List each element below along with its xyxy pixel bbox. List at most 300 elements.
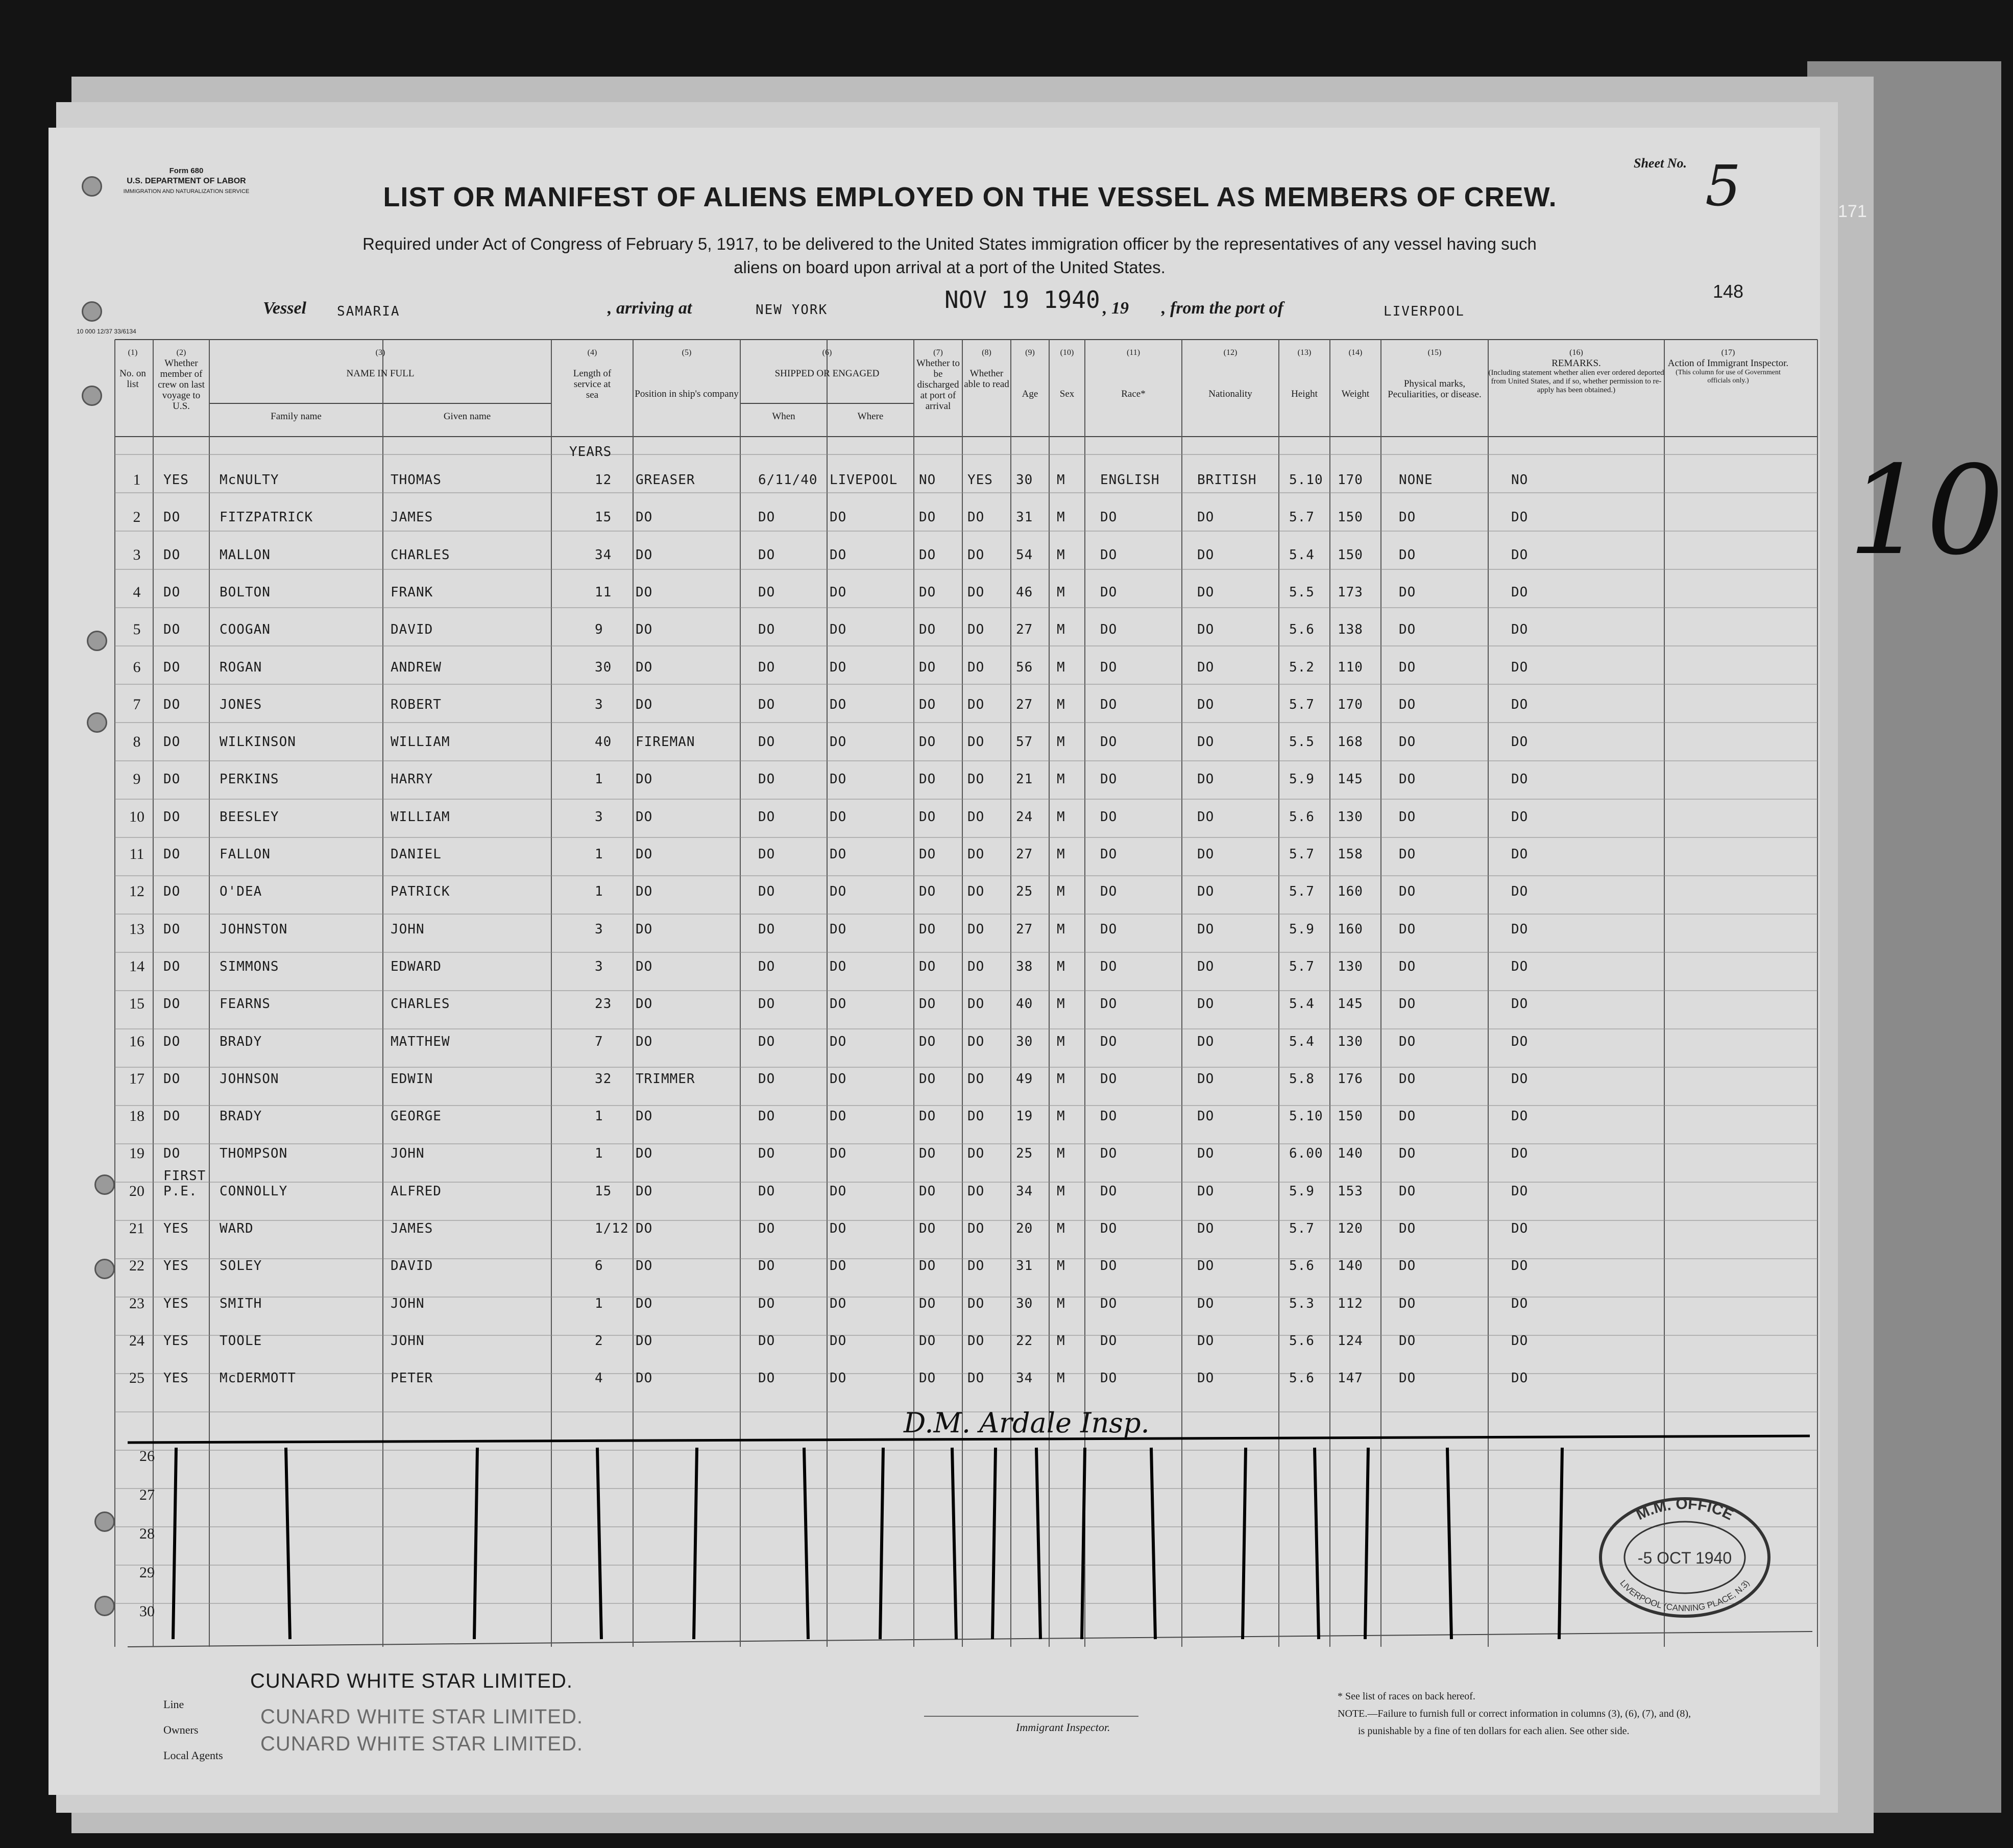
row-number: 6 <box>133 658 141 676</box>
cell-remarks: DO <box>1511 772 1529 787</box>
cell-weight: 120 <box>1338 1221 1363 1236</box>
cell-nat: DO <box>1197 1371 1215 1386</box>
cell-prev: FIRST P.E. <box>163 1168 206 1199</box>
footer-note <box>1338 1688 1797 1740</box>
cell-prev: DO <box>163 847 181 862</box>
cell-prev: DO <box>163 996 181 1012</box>
cell-read: DO <box>967 1221 985 1236</box>
cell-read: DO <box>967 1146 985 1162</box>
col-label: Action of Immigrant Inspector. <box>1667 358 1789 369</box>
cell-family: McDERMOTT <box>220 1371 296 1386</box>
cell-where: DO <box>830 1221 847 1236</box>
cell-age: 30 <box>1016 1034 1033 1049</box>
cell-sex: M <box>1057 884 1065 900</box>
cell-disch: DO <box>919 1034 936 1049</box>
cell-marks: DO <box>1399 958 1416 974</box>
col-header-age <box>1011 347 1049 399</box>
cell-sex: M <box>1057 847 1065 862</box>
cell-read: DO <box>967 734 985 750</box>
cell-marks: DO <box>1399 510 1416 525</box>
cell-prev: DO <box>163 734 181 750</box>
cell-read: DO <box>967 1071 985 1087</box>
cancel-stroke <box>1447 1448 1451 1639</box>
cell-age: 27 <box>1016 847 1033 862</box>
cell-marks: DO <box>1399 1071 1416 1087</box>
cell-race: DO <box>1100 584 1118 600</box>
col-header-member <box>153 347 209 412</box>
cell-given: ROBERT <box>391 697 442 712</box>
col-label: Whether able to read <box>964 368 1009 390</box>
row-number: 22 <box>129 1257 144 1275</box>
cell-height: 5.7 <box>1289 847 1315 862</box>
cell-height: 5.9 <box>1289 1183 1315 1199</box>
cell-family: SOLEY <box>220 1258 262 1274</box>
cell-age: 54 <box>1016 547 1033 563</box>
col-header-given: Given name <box>443 411 491 422</box>
row-number: 30 <box>139 1603 155 1620</box>
cell-when: 6/11/40 <box>758 472 818 488</box>
cell-service: 32 <box>595 1071 612 1087</box>
cell-read: DO <box>967 772 985 787</box>
years-label: YEARS <box>569 444 612 460</box>
cell-position: DO <box>636 584 653 600</box>
cell-service: 11 <box>595 584 612 600</box>
stamp-date: -5 OCT 1940 <box>1637 1549 1732 1567</box>
cell-disch: DO <box>919 622 936 638</box>
cell-given: ALFRED <box>391 1183 442 1199</box>
cell-prev: YES <box>163 1295 189 1311</box>
cell-sex: M <box>1057 1295 1065 1311</box>
cell-service: 3 <box>595 958 603 974</box>
cell-given: JOHN <box>391 1295 425 1311</box>
row-number: 25 <box>129 1370 144 1387</box>
col-header-where: Where <box>857 411 884 422</box>
cell-read: DO <box>967 996 985 1012</box>
inspector-signature: D.M. Ardale Insp. <box>904 1407 1150 1439</box>
cell-given: DAVID <box>391 1258 433 1274</box>
cell-marks: DO <box>1399 697 1416 712</box>
cell-given: THOMAS <box>391 472 442 488</box>
cell-sex: M <box>1057 772 1065 787</box>
cell-family: McNULTY <box>220 472 279 488</box>
cell-family: SIMMONS <box>220 958 279 974</box>
cell-disch: DO <box>919 884 936 900</box>
cancel-stroke <box>286 1448 290 1639</box>
inspector-label: Immigrant Inspector. <box>1016 1721 1110 1734</box>
cell-remarks: DO <box>1511 1109 1529 1124</box>
cell-family: THOMPSON <box>220 1146 288 1162</box>
cell-height: 5.6 <box>1289 809 1315 825</box>
cell-prev: YES <box>163 1333 189 1349</box>
cell-race: DO <box>1100 697 1118 712</box>
row-number: 24 <box>129 1332 144 1349</box>
cell-race: ENGLISH <box>1100 472 1160 488</box>
cell-race: DO <box>1100 921 1118 937</box>
row-number: 12 <box>129 883 144 900</box>
cell-weight: 170 <box>1338 697 1363 712</box>
cell-marks: NONE <box>1399 472 1433 488</box>
cell-race: DO <box>1100 622 1118 638</box>
cell-when: DO <box>758 847 775 862</box>
cancel-stroke <box>880 1448 883 1639</box>
cancel-stroke <box>597 1448 601 1639</box>
page-title: LIST OR MANIFEST OF ALIENS EMPLOYED ON THE VESSEL AS MEMBERS OF CREW. <box>383 182 1557 212</box>
cell-age: 49 <box>1016 1071 1033 1087</box>
cell-when: DO <box>758 1295 775 1311</box>
cell-prev: DO <box>163 659 181 675</box>
cell-position: DO <box>636 847 653 862</box>
cell-weight: 140 <box>1338 1258 1363 1274</box>
cell-nat: DO <box>1197 1109 1215 1124</box>
cell-race: DO <box>1100 809 1118 825</box>
cell-sex: M <box>1057 510 1065 525</box>
cell-race: DO <box>1100 1071 1118 1087</box>
cell-when: DO <box>758 921 775 937</box>
cell-position: DO <box>636 958 653 974</box>
cell-race: DO <box>1100 547 1118 563</box>
cell-service: 15 <box>595 510 612 525</box>
cell-sex: M <box>1057 1371 1065 1386</box>
cell-read: DO <box>967 1371 985 1386</box>
cell-marks: DO <box>1399 884 1416 900</box>
cell-remarks: DO <box>1511 622 1529 638</box>
cell-nat: DO <box>1197 958 1215 974</box>
cell-disch: DO <box>919 1295 936 1311</box>
cell-when: DO <box>758 958 775 974</box>
cell-race: DO <box>1100 958 1118 974</box>
cell-given: JOHN <box>391 1333 425 1349</box>
cell-marks: DO <box>1399 734 1416 750</box>
cell-age: 34 <box>1016 1371 1033 1386</box>
cell-weight: 145 <box>1338 996 1363 1012</box>
col-sublabel: (Including statement whether alien ever ordered deported from United States, and if so, whether permission to re-apply has been obtained.) <box>1488 369 1664 394</box>
cell-remarks: DO <box>1511 1371 1529 1386</box>
cell-family: COOGAN <box>220 622 271 638</box>
cell-read: DO <box>967 510 985 525</box>
col-header-no <box>115 347 151 390</box>
cell-where: DO <box>830 1034 847 1049</box>
row-number: 3 <box>133 546 141 563</box>
cell-position: DO <box>636 622 653 638</box>
cell-remarks: DO <box>1511 958 1529 974</box>
cell-given: ANDREW <box>391 659 442 675</box>
cell-family: CONNOLLY <box>220 1183 288 1199</box>
cell-sex: M <box>1057 1146 1065 1162</box>
cell-service: 4 <box>595 1371 603 1386</box>
cell-family: SMITH <box>220 1295 262 1311</box>
row-number: 9 <box>133 771 141 788</box>
cell-race: DO <box>1100 1258 1118 1274</box>
cell-marks: DO <box>1399 1034 1416 1049</box>
cell-family: MALLON <box>220 547 271 563</box>
cell-nat: DO <box>1197 1183 1215 1199</box>
col-num: (7) <box>933 348 943 357</box>
cell-marks: DO <box>1399 1221 1416 1236</box>
cancel-stroke <box>1365 1448 1368 1639</box>
cell-disch: DO <box>919 1109 936 1124</box>
cell-read: DO <box>967 1109 985 1124</box>
service-name: IMMIGRATION AND NATURALIZATION SERVICE <box>123 188 250 195</box>
cell-given: EDWIN <box>391 1071 433 1087</box>
cell-position: DO <box>636 1146 653 1162</box>
cell-family: WARD <box>220 1221 254 1236</box>
cell-disch: NO <box>919 472 936 488</box>
cell-nat: DO <box>1197 1034 1215 1049</box>
cell-prev: DO <box>163 622 181 638</box>
vessel-label: Vessel <box>263 299 306 318</box>
cell-given: PATRICK <box>391 884 450 900</box>
cell-where: DO <box>830 1109 847 1124</box>
cell-given: WILLIAM <box>391 809 450 825</box>
cell-nat: DO <box>1197 847 1215 862</box>
col-label: Age <box>1022 389 1038 399</box>
cell-race: DO <box>1100 1333 1118 1349</box>
from-label: , from the port of <box>1161 299 1283 318</box>
cell-read: DO <box>967 809 985 825</box>
cell-weight: 176 <box>1338 1071 1363 1087</box>
cancel-stroke <box>1559 1448 1562 1639</box>
col-header-nationality <box>1182 347 1279 399</box>
cell-weight: 130 <box>1338 1034 1363 1049</box>
cell-disch: DO <box>919 1221 936 1236</box>
cell-family: FALLON <box>220 847 271 862</box>
cell-when: DO <box>758 734 775 750</box>
cell-sex: M <box>1057 1071 1065 1087</box>
cell-height: 5.9 <box>1289 772 1315 787</box>
cell-marks: DO <box>1399 659 1416 675</box>
cell-remarks: DO <box>1511 734 1529 750</box>
col-header-physical <box>1381 347 1488 400</box>
cell-marks: DO <box>1399 1333 1416 1349</box>
cell-position: DO <box>636 1221 653 1236</box>
cell-read: DO <box>967 847 985 862</box>
arrival-date: NOV 19 1940 <box>944 286 1100 314</box>
cell-service: 3 <box>595 809 603 825</box>
col-header-position <box>633 347 740 399</box>
col-header-weight <box>1330 347 1381 399</box>
row-number: 20 <box>129 1182 144 1199</box>
cell-family: ROGAN <box>220 659 262 675</box>
cell-disch: DO <box>919 510 936 525</box>
cell-sex: M <box>1057 1183 1065 1199</box>
col-label: Sex <box>1059 389 1075 399</box>
cell-race: DO <box>1100 1221 1118 1236</box>
col-header-when: When <box>772 411 795 422</box>
row-number: 8 <box>133 733 141 751</box>
cell-position: DO <box>636 547 653 563</box>
agents-label: Local Agents <box>163 1749 223 1762</box>
cell-where: DO <box>830 1071 847 1087</box>
cell-position: DO <box>636 659 653 675</box>
cell-when: DO <box>758 1221 775 1236</box>
cell-when: DO <box>758 1109 775 1124</box>
cell-service: 1 <box>595 1109 603 1124</box>
department: U.S. DEPARTMENT OF LABOR <box>127 177 246 185</box>
cell-family: TOOLE <box>220 1333 262 1349</box>
cell-remarks: DO <box>1511 1221 1529 1236</box>
col-num: (6) <box>822 348 832 357</box>
cell-weight: 170 <box>1338 472 1363 488</box>
col-header-read <box>962 347 1011 390</box>
col-header-shipped <box>740 347 914 379</box>
cancel-stroke <box>173 1448 176 1639</box>
cell-given: EDWARD <box>391 958 442 974</box>
col-header-inspector <box>1664 347 1792 385</box>
cell-race: DO <box>1100 659 1118 675</box>
cell-family: JOHNSTON <box>220 921 288 937</box>
cell-when: DO <box>758 1371 775 1386</box>
cell-remarks: NO <box>1511 472 1529 488</box>
cell-age: 27 <box>1016 622 1033 638</box>
row-number: 14 <box>129 957 144 975</box>
col-header-discharged <box>914 347 962 412</box>
note-fine: is punishable by a fine of ten dollars for each alien. See other side. <box>1358 1725 1630 1737</box>
cell-nat: DO <box>1197 884 1215 900</box>
cell-prev: DO <box>163 547 181 563</box>
cell-prev: DO <box>163 1109 181 1124</box>
cell-nat: DO <box>1197 1071 1215 1087</box>
cell-where: DO <box>830 659 847 675</box>
cell-remarks: DO <box>1511 1295 1529 1311</box>
cell-service: 1 <box>595 1295 603 1311</box>
margin-number: 171 <box>1838 202 1867 221</box>
col-label: Length of service at sea <box>573 368 612 400</box>
cell-where: DO <box>830 772 847 787</box>
cell-disch: DO <box>919 772 936 787</box>
cell-position: DO <box>636 1295 653 1311</box>
cell-age: 40 <box>1016 996 1033 1012</box>
cell-where: DO <box>830 809 847 825</box>
cell-when: DO <box>758 884 775 900</box>
col-label: Nationality <box>1208 389 1252 399</box>
cell-family: O'DEA <box>220 884 262 900</box>
arriving-label: , arriving at <box>608 299 692 318</box>
cell-height: 5.10 <box>1289 472 1323 488</box>
cell-service: 1 <box>595 772 603 787</box>
cell-prev: YES <box>163 1371 189 1386</box>
cell-remarks: DO <box>1511 1258 1529 1274</box>
owners-value: CUNARD WHITE STAR LIMITED. <box>260 1706 583 1728</box>
cell-marks: DO <box>1399 847 1416 862</box>
cell-given: CHARLES <box>391 996 450 1012</box>
row-number: 15 <box>129 995 144 1013</box>
cell-race: DO <box>1100 884 1118 900</box>
cell-weight: 150 <box>1338 510 1363 525</box>
cell-height: 5.7 <box>1289 958 1315 974</box>
cell-disch: DO <box>919 1183 936 1199</box>
cell-race: DO <box>1100 1371 1118 1386</box>
cell-family: JOHNSON <box>220 1071 279 1087</box>
cell-disch: DO <box>919 584 936 600</box>
cell-remarks: DO <box>1511 697 1529 712</box>
cell-age: 24 <box>1016 809 1033 825</box>
subtitle-line1: Required under Act of Congress of February 5, 1917, to be delivered to the United States immigration officer by the representatives of any vessel having such <box>362 234 1537 253</box>
cell-position: DO <box>636 1371 653 1386</box>
cell-where: DO <box>830 1371 847 1386</box>
cell-position: DO <box>636 996 653 1012</box>
cell-prev: DO <box>163 1146 181 1162</box>
cell-remarks: DO <box>1511 1333 1529 1349</box>
col-label: Height <box>1291 389 1318 399</box>
cell-nat: DO <box>1197 772 1215 787</box>
cell-service: 30 <box>595 659 612 675</box>
cell-height: 5.4 <box>1289 1034 1315 1049</box>
cell-weight: 160 <box>1338 921 1363 937</box>
cell-given: HARRY <box>391 772 433 787</box>
col-num: (2) <box>176 348 186 357</box>
margin-handwritten-number: 10 <box>1848 439 2004 582</box>
cell-disch: DO <box>919 547 936 563</box>
row-number: 29 <box>139 1564 155 1581</box>
cell-sex: M <box>1057 958 1065 974</box>
col-num: (14) <box>1348 348 1363 357</box>
note-failure: NOTE.—Failure to furnish full or correct information in columns (3), (6), (7), and (8), <box>1338 1708 1691 1719</box>
cell-height: 5.6 <box>1289 1258 1315 1274</box>
cell-nat: DO <box>1197 1146 1215 1162</box>
cell-when: DO <box>758 809 775 825</box>
cancel-stroke <box>952 1448 956 1639</box>
cell-prev: DO <box>163 510 181 525</box>
cell-height: 5.7 <box>1289 510 1315 525</box>
col-label: Whether member of crew on last voyage to U.S. <box>158 358 205 412</box>
cell-prev: DO <box>163 697 181 712</box>
cell-age: 22 <box>1016 1333 1033 1349</box>
cell-when: DO <box>758 510 775 525</box>
col-header-height <box>1279 347 1330 399</box>
cell-height: 5.6 <box>1289 622 1315 638</box>
col-num: (13) <box>1297 348 1312 357</box>
cell-height: 5.7 <box>1289 884 1315 900</box>
cell-position: DO <box>636 921 653 937</box>
row-number: 1 <box>133 471 141 488</box>
cell-prev: YES <box>163 1258 189 1274</box>
line-label: Line <box>163 1698 184 1711</box>
cell-read: DO <box>967 1034 985 1049</box>
row-number: 4 <box>133 583 141 601</box>
cell-family: PERKINS <box>220 772 279 787</box>
cell-marks: DO <box>1399 584 1416 600</box>
cell-family: BOLTON <box>220 584 271 600</box>
cell-weight: 153 <box>1338 1183 1363 1199</box>
cell-read: DO <box>967 1333 985 1349</box>
row-number: 16 <box>129 1033 144 1050</box>
cell-race: DO <box>1100 1295 1118 1311</box>
cell-age: 31 <box>1016 510 1033 525</box>
cell-age: 27 <box>1016 697 1033 712</box>
cell-prev: DO <box>163 1034 181 1049</box>
note-races: * See list of races on back hereof. <box>1338 1691 1475 1702</box>
cell-position: DO <box>636 1258 653 1274</box>
cell-position: DO <box>636 809 653 825</box>
cell-nat: BRITISH <box>1197 472 1257 488</box>
cell-when: DO <box>758 584 775 600</box>
cell-where: DO <box>830 547 847 563</box>
cell-height: 5.4 <box>1289 547 1315 563</box>
cell-weight: 158 <box>1338 847 1363 862</box>
cell-when: DO <box>758 1146 775 1162</box>
cell-when: DO <box>758 547 775 563</box>
cell-read: DO <box>967 958 985 974</box>
cell-service: 1 <box>595 1146 603 1162</box>
cell-weight: 138 <box>1338 622 1363 638</box>
cell-race: DO <box>1100 734 1118 750</box>
cell-where: DO <box>830 1258 847 1274</box>
cell-weight: 150 <box>1338 1109 1363 1124</box>
cell-marks: DO <box>1399 996 1416 1012</box>
col-label: NAME IN FULL <box>346 368 415 379</box>
cell-read: YES <box>967 472 993 488</box>
cell-weight: 140 <box>1338 1146 1363 1162</box>
